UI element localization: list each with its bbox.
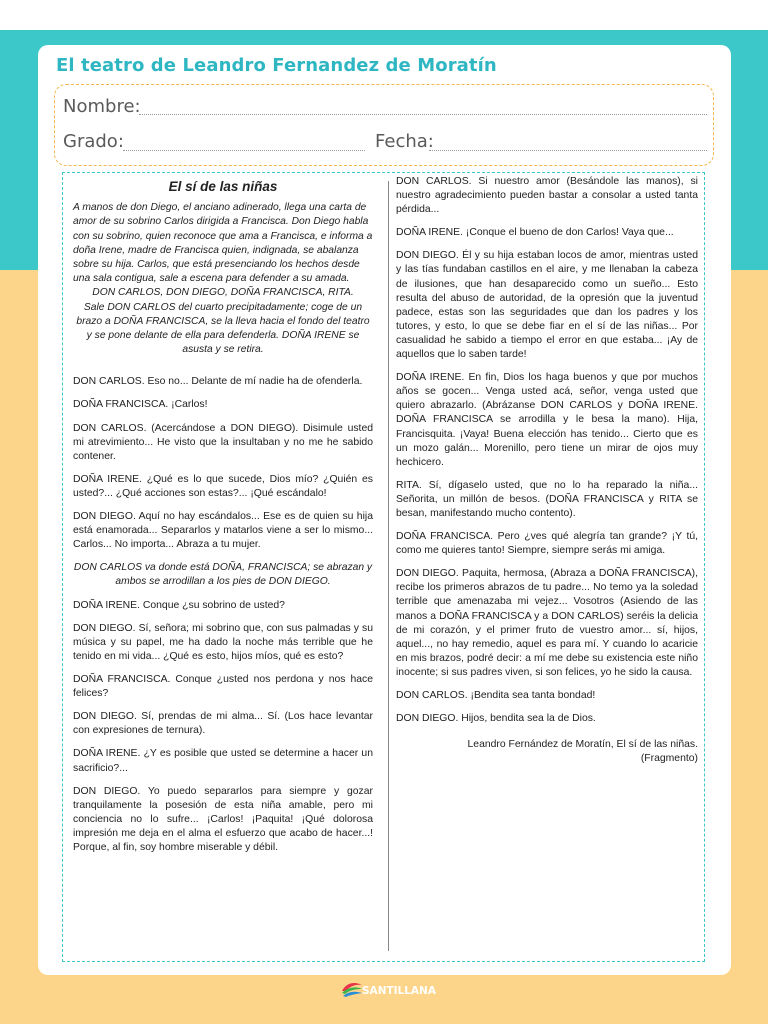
column-divider — [388, 181, 389, 951]
dialogue-line: DON DIEGO. Aquí no hay escándalos... Ese es de quien su hija está enamorada... Separarlos y matarlos viene a ser lo mismo... Carlos... No importa... Abraza a tu mujer. — [73, 510, 373, 551]
dialogue-line: DON DIEGO. Sí, señora; mi sobrino que, con sus palmadas y su música y su papel, me ha dado la noche más terrible que he tenido en mi vida... ¿Qué es esto, hijos míos, qué es esto? — [73, 622, 373, 662]
characters-line: DON CARLOS, DON DIEGO, DOÑA FRANCISCA, RITA. — [92, 287, 354, 299]
logo-text: SANTILLANA — [362, 985, 436, 997]
dialogue-line: DON CARLOS. ¡Bendita sea tanta bondad! — [396, 690, 596, 701]
student-info-form — [54, 84, 714, 166]
worksheet — [38, 45, 731, 975]
stage-direction: DON CARLOS va donde está DOÑA, FRANCISCA; se abrazan y ambos se arrodillan a los pies de DON DIEGO. — [73, 562, 373, 588]
reading-box — [62, 172, 705, 962]
dialogue-line: DON DIEGO. Yo puedo separarlos para siempre y gozar tranquilamente la posesión de esta niña amable, pero mi conciencia no lo sufre... ¡Carlos! ¡Paquita! ¡Qué dolorosa impresión me deja en el alma el esfuerzo que acabo de hacer...! Porque, al fin, soy hombre miserable y débil. — [73, 785, 373, 853]
nombre-label: Nombre: — [63, 96, 141, 117]
piece-title: El sí de las niñas — [168, 179, 278, 194]
intro-paragraph: A manos de don Diego, el anciano adinerado, llega una carta de amor de su sobrino Carlos dirigida a Francisca. Don Diego habla con su sobrino, quien reconoce que ama a Francisca, e informa a doña Irene, madre de Francisca quien, indignada, se abalanza sobre su hija. Carlos, que está presenciando los hechos desde una sala contigua, sale a escena para defender a su amada. — [73, 202, 373, 285]
dialogue-line: RITA. Sí, dígaselo usted, que no lo ha reparado la niña... Señorita, un millón de besos. (DOÑA FRANCISCA y RITA se besan, manifestando mucho contento). — [396, 479, 698, 519]
dialogue-line: DON CARLOS. Eso no... Delante de mí nadie ha de ofenderla. — [73, 376, 363, 388]
fragment-note: (Fragmento) — [640, 753, 698, 765]
dialogue-line: DOÑA IRENE. ¡Conque el bueno de don Carlos! Vaya que... — [396, 227, 674, 239]
dialogue-line: DON CARLOS. (Acercándose a DON DIEGO). Disimule usted mi atrevimiento... He visto que la insultaban y no me he sabido contener. — [73, 422, 373, 462]
dialogue-line: DOÑA FRANCISCA. Pero ¿ves qué alegría tan grande? ¡Y tú, como me quieres tanto! Siempre, siempre serás mi amiga. — [396, 531, 698, 557]
santillana-logo — [340, 977, 440, 1001]
dialogue-line: DOÑA IRENE. Conque ¿su sobrino de usted? — [73, 599, 285, 611]
dialogue-line: DOÑA IRENE. ¿Qué es lo que sucede, Dios mío? ¿Quién es usted?... ¿Qué acciones son estas?... ¡Qué escándalo! — [73, 473, 373, 499]
dialogue-line: DON DIEGO. Sí, prendas de mi alma... Sí. (Los hace levantar con expresiones de ternura). — [73, 711, 373, 737]
grado-label: Grado: — [63, 131, 124, 152]
dialogue-line: DON DIEGO. Él y su hija estaban locos de amor, mientras usted y las tías fundaban castillos en el aire, y me llenaban la cabeza de ilusiones, que han desaparecido como un sueño... Esto resulta del abuso de autoridad, de la opresión que la juventud padece, estas son las seguridades que dan los padres y los tutores, y esto, lo que se debe fiar en el sí de las niñas... Por casualidad he sabido a tiempo el error en que estaba... ¡Ay de aquellos que lo saben tarde! — [396, 250, 698, 361]
page-title: El teatro de Leandro Fernandez de Moratín — [56, 55, 497, 76]
nombre-field[interactable] — [139, 114, 707, 115]
author-credit: Leandro Fernández de Moratín, El sí de las niñas. — [467, 739, 698, 751]
right-column — [396, 173, 698, 766]
dialogue-line: DOÑA FRANCISCA. Conque ¿usted nos perdona y nos hace felices? — [73, 674, 373, 700]
dialogue-line: DOÑA IRENE. ¿Y es posible que usted se determine a hacer un sacrificio?... — [73, 748, 373, 774]
dialogue-line: DOÑA IRENE. En fin, Dios los haga buenos y que por muchos años se gocen... Venga usted acá, señor, venga usted que quiero abrazarlo. (Abrázanse DON CARLOS y DOÑA IRENE. DOÑA FRANCISCA se arrodilla y le besa la mano). Hija, Francisquita. ¡Vaya! Buena elección has tenido... Cierto que es un mozo galán... Morenillo, pero tiene un mirar de ojos muy hechicero. — [396, 372, 698, 468]
dialogue-line: DON DIEGO. Hijos, bendita sea la de Dios. — [396, 713, 596, 725]
fecha-label: Fecha: — [375, 131, 434, 152]
stage-direction: Sale DON CARLOS del cuarto precipitadamente; coge de un brazo a DOÑA FRANCISCA, se la lleva hacia el fondo del teatro y se pone delante de ella para defenderla. DOÑA IRENE se asusta y se retira. — [76, 301, 370, 356]
fecha-field[interactable] — [429, 150, 707, 151]
dialogue-line: DON DIEGO. Paquita, hermosa, (Abraza a DOÑA FRANCISCA), recibe los primeros abrazos de tu padre... No temo ya la soledad terrible que amenazaba mi vejez... Vosotros (Asiendo de las manos a DOÑA FRANCISCA y a DON CARLOS) seréis la delicia de mi corazón, y el primer fruto de vuestro amor... sí, hijos, aquel..., no hay remedio, aquel es para mí. Y cuando lo acaricie en mis brazos, podré decir: a mí me debe su existencia este niño inocente; si sus padres viven, si son felices, yo he sido la causa. — [396, 568, 698, 678]
grado-field[interactable] — [123, 150, 365, 151]
dialogue-line: DON CARLOS. Si nuestro amor (Besándole las manos), si nuestro agradecimiento pueden bastar a consolar a usted tanta pérdida... — [396, 176, 698, 216]
logo-icon — [340, 977, 364, 1001]
left-column — [73, 173, 373, 855]
dialogue-line: DOÑA FRANCISCA. ¡Carlos! — [73, 399, 208, 411]
